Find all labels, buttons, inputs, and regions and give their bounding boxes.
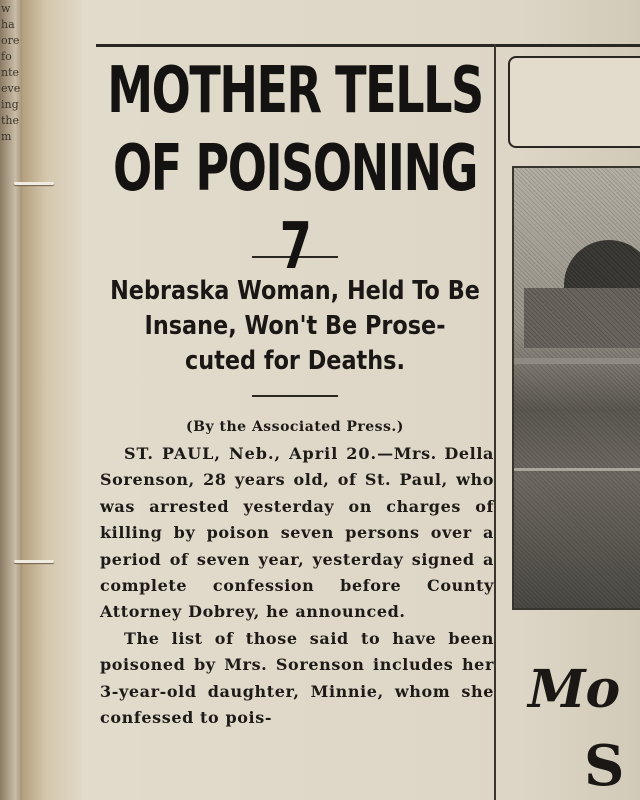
photo-roofline — [514, 358, 640, 364]
subhead-rule — [252, 395, 338, 397]
photograph — [512, 166, 640, 610]
edge-text-fragment: ha — [1, 18, 15, 31]
adjacent-headline: Mo — [528, 659, 621, 720]
byline: (By the Associated Press.) — [186, 419, 404, 435]
edge-text-fragment: ing — [1, 98, 19, 111]
paragraph-text: —Mrs. Della Sorenson, 28 years old, of St. Paul, who was arrested yesterday on charges of killing by poison seven persons over a period of seven year, yesterday signed a complete confession before County Attorney Dobrey, he announced. — [100, 444, 495, 622]
dateline: ST. PAUL, Neb., April 20. — [124, 444, 378, 463]
binding-stitch — [14, 560, 54, 563]
edge-text-fragment: the — [1, 114, 20, 127]
edge-text-fragment: fo — [1, 50, 12, 63]
headline — [96, 52, 493, 286]
edge-text-fragment: m — [1, 130, 12, 143]
edge-text-fragment: w — [1, 2, 11, 15]
edge-text-fragment: ore — [1, 34, 20, 47]
adjacent-subhead: S — [584, 733, 625, 799]
photo-building — [524, 288, 640, 348]
paragraph: The list of those said to have been poisoned by Mrs. Sorenson includes her 3-year-old daughter, Minnie, whom she confessed to pois- — [100, 628, 494, 728]
edge-text-fragment: nte — [1, 66, 20, 79]
edge-text-fragment: eve — [1, 82, 21, 95]
article-column — [96, 52, 494, 731]
headline-line: OF POISONING 7 — [113, 132, 477, 284]
subhead-line: cuted for Deaths. — [185, 346, 405, 376]
column-divider — [494, 44, 496, 800]
photo-lawn — [514, 468, 640, 471]
subhead-line: Insane, Won't Be Prose- — [144, 311, 446, 341]
binding-stitch — [14, 182, 54, 185]
headline-line: MOTHER TELLS — [107, 54, 483, 128]
subheadline — [96, 274, 493, 379]
subhead-line: Nebraska Woman, Held To Be — [110, 276, 480, 306]
column-top-rule — [96, 44, 640, 47]
advertisement-box — [508, 56, 640, 148]
article-body — [100, 441, 494, 731]
page-gutter — [22, 0, 82, 800]
paragraph — [100, 441, 494, 626]
binding-strip — [0, 0, 22, 800]
